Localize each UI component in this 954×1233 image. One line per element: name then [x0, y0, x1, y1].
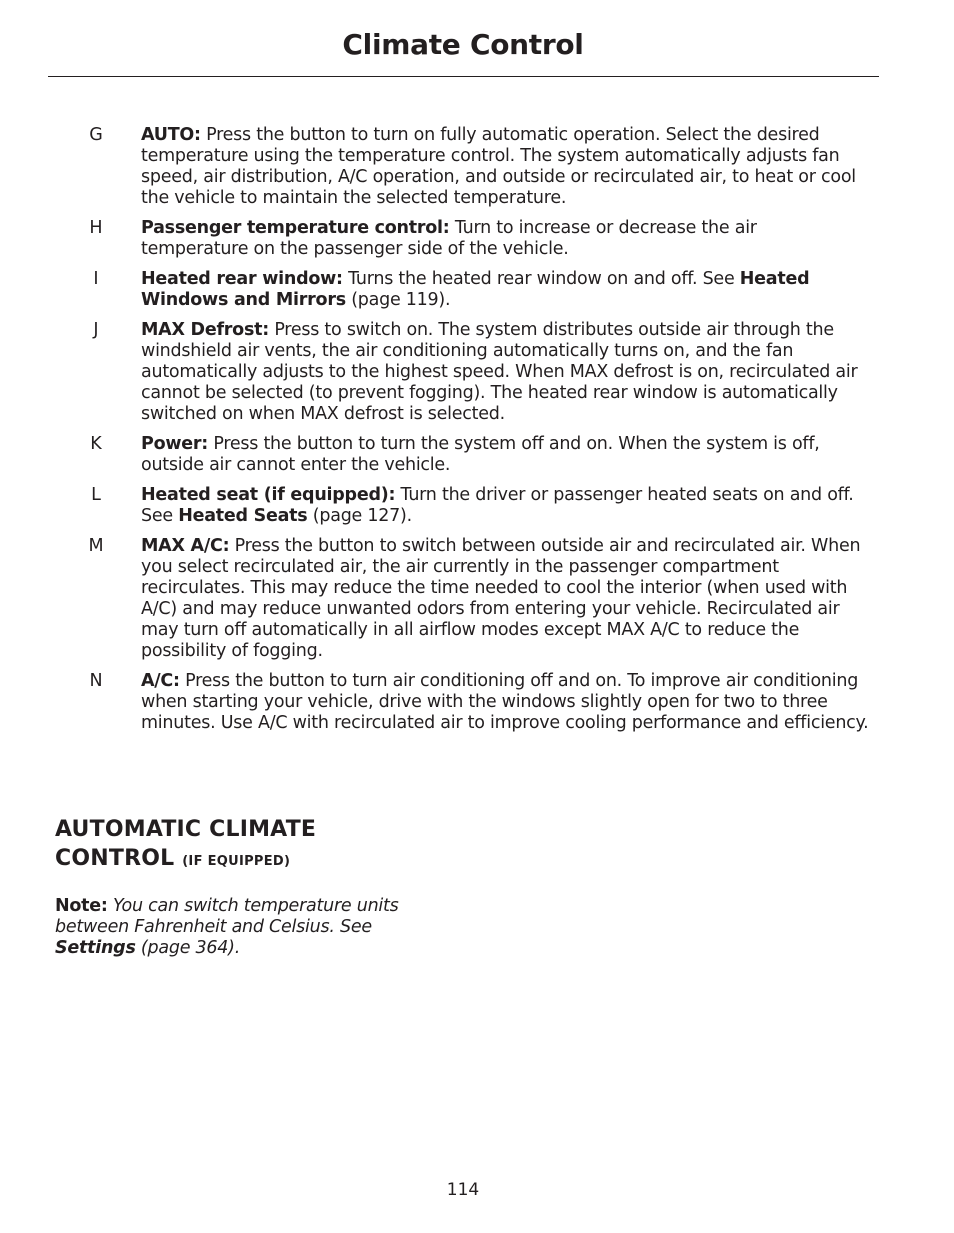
section-heading [55, 815, 316, 876]
item-letter: J [93, 320, 99, 340]
item-letter: K [90, 434, 102, 454]
item-description [141, 320, 869, 425]
item-label: Power: [141, 434, 209, 454]
item-label: AUTO: [141, 125, 201, 145]
section-heading-line-1: AUTOMATIC CLIMATE [55, 817, 317, 842]
item-description [141, 485, 869, 527]
legend-item-l [0, 485, 954, 527]
item-description [141, 434, 869, 476]
note-block [55, 896, 435, 959]
item-label: Passenger temperature control: [141, 218, 450, 238]
legend-item-h [0, 218, 954, 260]
item-body: Press the button to turn the system off and on. When the system is off, outside air cannot enter the vehicle. [141, 434, 820, 475]
item-body: Turn the driver or passenger heated seats on and off. See [141, 485, 854, 526]
item-letter: L [91, 485, 101, 505]
page-reference: (page 119). [345, 290, 451, 310]
item-letter: I [93, 269, 99, 289]
item-label: Heated seat (if equipped): [141, 485, 396, 505]
control-legend-list [0, 125, 954, 743]
legend-item-g [0, 125, 954, 209]
item-letter: G [89, 125, 103, 145]
item-description [141, 536, 869, 662]
item-label: MAX A/C: [141, 536, 230, 556]
note-body: You can switch temperature units between Fahrenheit and Celsius. See [55, 896, 399, 937]
section-heading-line-2 [55, 844, 316, 876]
legend-item-i [0, 269, 954, 311]
item-letter: H [89, 218, 103, 238]
header-divider [48, 76, 879, 77]
legend-item-n [0, 671, 954, 734]
page-reference: (page 364). [135, 938, 241, 958]
legend-item-j [0, 320, 954, 425]
item-body: Press the button to turn on fully automatic operation. Select the desired temperature using the temperature control. The system automatically adjusts fan speed, air distribution, A/C operation, and outside or recirculated air, to heat or cool the vehicle to maintain the selected temperature. [141, 125, 856, 208]
legend-item-m [0, 536, 954, 662]
page-number: 114 [446, 1180, 480, 1200]
item-body: Turns the heated rear window on and off. See [342, 269, 740, 289]
item-body: Press to switch on. The system distributes outside air through the windshield air vents, the air conditioning automatically turns on, and the fan automatically adjusts to the highest speed. When MAX defrost is on, recirculated air cannot be selected (to prevent fogging). The heated rear window is automatically switched on when MAX defrost is selected. [141, 320, 858, 424]
page-title: Climate Control [342, 28, 584, 61]
item-letter: M [88, 536, 104, 556]
cross-reference-link[interactable]: Settings [55, 938, 136, 958]
item-letter: N [89, 671, 103, 691]
legend-item-k [0, 434, 954, 476]
item-body: Press the button to switch between outside air and recirculated air. When you select recirculated air, the air currently in the passenger compartment recirculates. This may reduce the time needed to cool the interior (when used with A/C) and may reduce unwanted odors from entering your vehicle. Recirculated air may turn off automatically in all airflow modes except MAX A/C to reduce the possibility of fogging. [141, 536, 861, 661]
item-description [141, 671, 869, 734]
note-label: Note: [55, 896, 108, 916]
item-description [141, 218, 869, 260]
item-body: Turn to increase or decrease the air temperature on the passenger side of the vehicle. [141, 218, 757, 259]
cross-reference-link[interactable]: Heated Seats [178, 506, 308, 526]
page-reference: (page 127). [307, 506, 412, 526]
item-label: MAX Defrost: [141, 320, 269, 340]
section-heading-suffix: (IF EQUIPPED) [182, 854, 291, 869]
item-label: Heated rear window: [141, 269, 343, 289]
item-label: A/C: [141, 671, 180, 691]
section-heading-main: CONTROL [55, 846, 175, 871]
item-description [141, 125, 869, 209]
item-description [141, 269, 869, 311]
item-body: Press the button to turn air conditioning off and on. To improve air conditioning when starting your vehicle, drive with the windows slightly open for two to three minutes. Use A/C with recirculated air to improve cooling performance and efficiency. [141, 671, 869, 733]
cross-reference-link[interactable]: Heated Windows and Mirrors [141, 269, 810, 310]
